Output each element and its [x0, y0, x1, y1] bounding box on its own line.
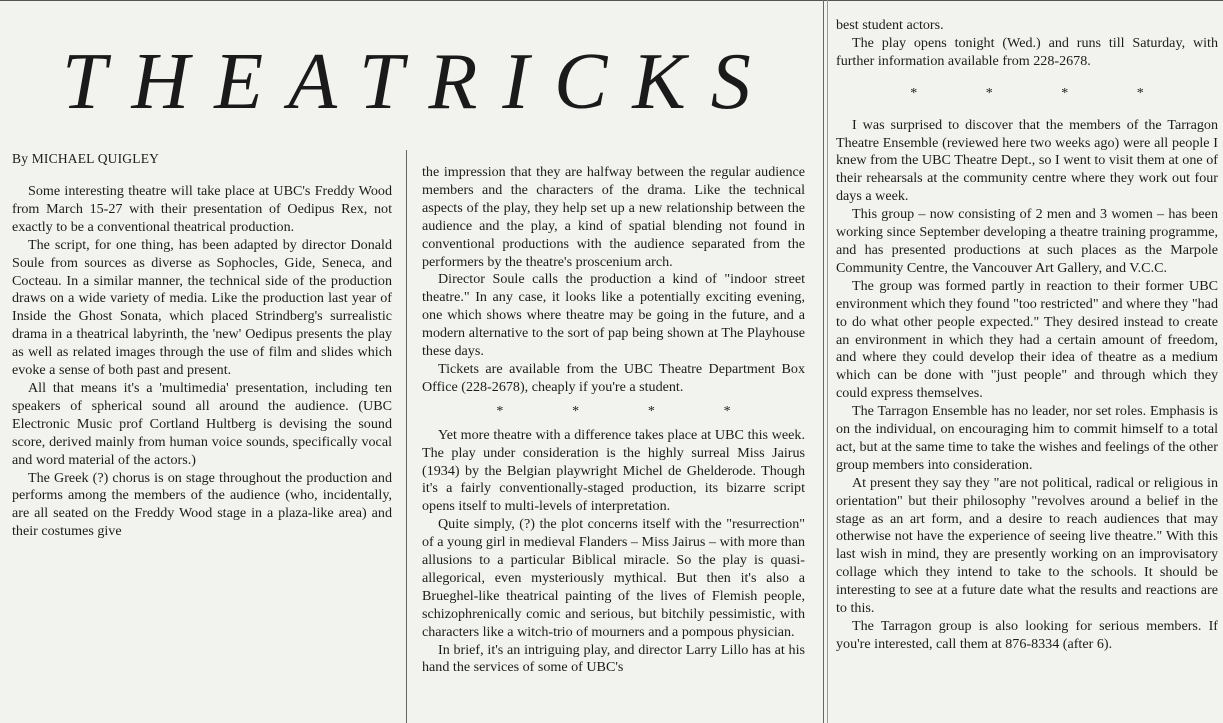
- paragraph: The play opens tonight (Wed.) and runs till Saturday, with further information available from 228-2678.: [836, 34, 1218, 69]
- article-column-1: [12, 183, 392, 541]
- paragraph: In brief, it's an intriguing play, and director Larry Lillo has at his hand the services of some of UBC's: [422, 641, 805, 676]
- paragraph: The Greek (?) chorus is on stage throughout the production and performs among the members of the audience (who, incidentally, are all seated on the Freddy Wood stage in a plaza-like area) and their costumes give: [12, 469, 392, 540]
- paragraph: This group – now consisting of 2 men and 3 women – has been working since September developing a theatre training programme, and has presented productions at such places as the Marpole Community Centre, the Vancouver Art Gallery, and V.C.C.: [836, 206, 1218, 276]
- separator-star: *: [985, 85, 993, 101]
- column-divider-right-inner: [827, 0, 828, 723]
- separator-star: *: [572, 403, 580, 419]
- column-divider-left: [406, 150, 407, 723]
- article-headline: THEATRICKS: [62, 38, 776, 126]
- paragraph: Quite simply, (?) the plot concerns itself with the "resurrection" of a young girl in medieval Flanders – Miss Jairus – with more than allusions to a particular Biblical miracle. So the play is quasi-allegorical, even mysteriously mythical. But then it's also a Brueghel-like theatrical painting of the lives of Flemish people, schizophrenically comic and serious, but bitchily pessimistic, with characters like a witch-trio of mourners and a pompous physician.: [422, 516, 805, 640]
- paragraph: Tickets are available from the UBC Theatre Department Box Office (228-2678), cheaply if you're a student.: [422, 360, 805, 395]
- paragraph: Yet more theatre with a difference takes place at UBC this week. The play under consideration is the highly surreal Miss Jairus (1934) by the Belgian playwright Michel de Ghelderode. Though it's a fairly conventionally-staged production, its bizarre script opens itself to multi-levels of interpretation.: [422, 426, 805, 515]
- article-column-3: [836, 17, 1218, 654]
- article-column-2: [422, 164, 805, 677]
- paragraph: Some interesting theatre will take place at UBC's Freddy Wood from March 15-27 with their presentation of Oedipus Rex, not exactly to be a conventional theatrical production.: [12, 183, 392, 235]
- separator-star: *: [1061, 85, 1069, 101]
- separator-star: *: [1136, 85, 1144, 101]
- section-separator: [836, 85, 1218, 103]
- byline: By MICHAEL QUIGLEY: [12, 151, 160, 166]
- separator-star: *: [496, 403, 504, 419]
- paragraph: best student actors.: [836, 17, 944, 33]
- top-border-rule: [0, 0, 1223, 1]
- separator-star: *: [647, 403, 655, 419]
- paragraph: The script, for one thing, has been adapted by director Donald Soule from sources as diverse as Sophocles, Gide, Seneca, and Cocteau. In a similar manner, the technical side of the production draws on a wide variety of media. Like the production last year of Inside the Ghost Sonata, which placed Strindberg's surrealistic drama in a theatrical labyrinth, the 'new' Oedipus presents the play as well as related images through the use of film and slides which evoke a sense of both past and present.: [12, 236, 392, 379]
- paragraph: The Tarragon group is also looking for serious members. If you're interested, call them at 876-8334 (after 6).: [836, 618, 1218, 652]
- paragraph: Director Soule calls the production a kind of "indoor street theatre." In any case, it looks like a potentially exciting evening, one which shows where theatre may be going in the future, and a modern alternative to the sort of pap being shown at The Playhouse these days.: [422, 271, 805, 360]
- paragraph: the impression that they are halfway between the regular audience members and the characters of the drama. Like the technical aspects of the play, they help set up a new relationship between the audience and the play, a kind of spatial blending not found in conventional productions with the audience separated from the performers by the theatre's proscenium arch.: [422, 164, 805, 270]
- paragraph: I was surprised to discover that the members of the Tarragon Theatre Ensemble (reviewed here two weeks ago) were all people I knew from the UBC Theatre Dept., so I went to visit them at one of their rehearsals at the community centre where they work out four days a week.: [836, 116, 1218, 205]
- paragraph: At present they say they "are not political, radical or religious in orientation" but their philosophy "revolves around a belief in the stage as an art form, and a desire to reach audiences that may otherwise not have the experience of seeing live theatre." With this last wish in mind, they are presently working on an improvisatory collage which they intend to take to the schools. It should be interesting to see at a future date what the results and reactions are to this.: [836, 474, 1218, 617]
- paragraph: The Tarragon Ensemble has no leader, nor set roles. Emphasis is on the individual, on encouraging him to commit himself to a total act, but at the same time to take the wishes and feelings of the other group members into consideration.: [836, 403, 1218, 473]
- paragraph: All that means it's a 'multimedia' presentation, including ten speakers of spherical sound all around the audience. (UBC Electronic Music prof Cortland Hultberg is devising the sound score, derived mainly from human voice sounds, specifically vocal and word material of the actors.): [12, 379, 392, 468]
- separator-star: *: [723, 403, 731, 419]
- section-separator: [422, 403, 805, 421]
- paragraph: The group was formed partly in reaction to their former UBC environment which they found "too restricted" and where they "had to do what other people expected." They desired instead to create an environment in which they had a certain amount of freedom, and where they could develop their idea of theatre as a medium which can be done with "just people" and through which they could express themselves.: [836, 277, 1218, 402]
- separator-star: *: [910, 85, 918, 101]
- column-divider-right: [823, 0, 824, 723]
